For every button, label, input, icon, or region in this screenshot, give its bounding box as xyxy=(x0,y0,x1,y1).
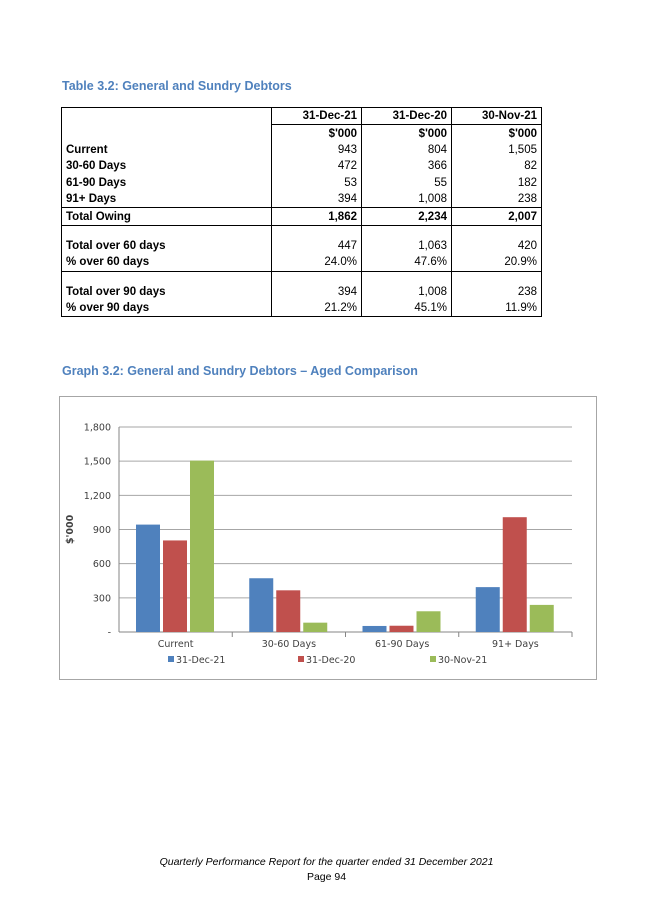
bar-31-Dec-21 xyxy=(363,626,387,632)
row-label: 91+ Days xyxy=(62,191,272,208)
table-cell: 447 xyxy=(272,238,362,254)
table-cell xyxy=(62,125,272,142)
table-cell: 182 xyxy=(452,175,542,191)
table-cell: 943 xyxy=(272,142,362,158)
footer-report-title: Quarterly Performance Report for the quarter ended 31 December 2021 xyxy=(159,856,494,868)
bar-31-Dec-20 xyxy=(163,540,187,632)
table-row xyxy=(62,175,542,191)
legend-label: 31-Dec-20 xyxy=(306,655,356,666)
x-tick-label: 61-90 Days xyxy=(374,639,430,650)
unit-label: $'000 xyxy=(452,125,542,142)
table-cell: 366 xyxy=(362,158,452,174)
row-label: Total over 90 days xyxy=(62,284,272,300)
table-cell: 420 xyxy=(452,238,542,254)
table-row xyxy=(62,238,542,254)
row-label: Total Owing xyxy=(62,208,272,225)
table-cell: 82 xyxy=(452,158,542,174)
row-label: % over 90 days xyxy=(62,300,272,317)
table-cell xyxy=(272,225,362,238)
row-label: Total over 60 days xyxy=(62,238,272,254)
table-cell: 47.6% xyxy=(362,254,452,271)
table-cell: 20.9% xyxy=(452,254,542,271)
row-label: Current xyxy=(62,142,272,158)
table-cell xyxy=(272,271,362,284)
table-cell xyxy=(362,225,452,238)
y-tick-label: 1,800 xyxy=(83,422,111,434)
table-cell: 11.9% xyxy=(452,300,542,317)
y-tick-label: 300 xyxy=(92,593,111,605)
table-row xyxy=(62,254,542,271)
table-cell: 1,505 xyxy=(452,142,542,158)
bar-30-Nov-21 xyxy=(417,611,441,632)
bar-30-Nov-21 xyxy=(303,623,327,632)
table-corner xyxy=(62,108,272,125)
debtors-bar-chart xyxy=(60,397,596,679)
bar-30-Nov-21 xyxy=(530,605,554,632)
legend-label: 30-Nov-21 xyxy=(438,655,488,666)
x-tick-label: Current xyxy=(157,639,194,650)
legend-swatch xyxy=(298,656,304,662)
table-row xyxy=(62,158,542,174)
table-cell: 394 xyxy=(272,284,362,300)
unit-label: $'000 xyxy=(362,125,452,142)
x-tick-label: 91+ Days xyxy=(491,639,539,650)
table-cell: 804 xyxy=(362,142,452,158)
bar-31-Dec-21 xyxy=(476,587,500,632)
bar-31-Dec-20 xyxy=(390,626,414,632)
bar-30-Nov-21 xyxy=(190,461,214,632)
y-tick-label: 1,200 xyxy=(83,490,111,502)
table-cell xyxy=(452,225,542,238)
column-header: 31-Dec-20 xyxy=(362,108,452,125)
column-header: 31-Dec-21 xyxy=(272,108,362,125)
table-cell xyxy=(62,271,272,284)
table-cell: 53 xyxy=(272,175,362,191)
unit-label: $'000 xyxy=(272,125,362,142)
table-cell: 1,008 xyxy=(362,191,452,208)
graph-heading: Graph 3.2: General and Sundry Debtors – Aged Comparison xyxy=(62,364,418,378)
bar-31-Dec-21 xyxy=(136,525,160,632)
bar-31-Dec-21 xyxy=(249,578,273,632)
legend-label: 31-Dec-21 xyxy=(176,655,226,666)
row-label: 30-60 Days xyxy=(62,158,272,174)
table-cell xyxy=(362,271,452,284)
y-tick-label: - xyxy=(107,627,111,639)
table-cell: 1,008 xyxy=(362,284,452,300)
chart-frame xyxy=(59,396,597,680)
column-header: 30-Nov-21 xyxy=(452,108,542,125)
table-cell: 2,234 xyxy=(362,208,452,225)
table-cell: 238 xyxy=(452,191,542,208)
row-label: 61-90 Days xyxy=(62,175,272,191)
table-row xyxy=(62,191,542,208)
table-cell: 472 xyxy=(272,158,362,174)
table-cell: 238 xyxy=(452,284,542,300)
table-cell: 55 xyxy=(362,175,452,191)
table-cell: 24.0% xyxy=(272,254,362,271)
legend-swatch xyxy=(168,656,174,662)
row-label: % over 60 days xyxy=(62,254,272,271)
table-cell: 21.2% xyxy=(272,300,362,317)
footer-page-number: Page 94 xyxy=(306,871,347,883)
x-tick-label: 30-60 Days xyxy=(261,639,317,650)
debtors-table xyxy=(61,107,542,317)
y-tick-label: 600 xyxy=(92,559,111,571)
table-cell: 1,063 xyxy=(362,238,452,254)
bar-31-Dec-20 xyxy=(503,517,527,632)
y-axis-title: $'000 xyxy=(65,514,76,545)
y-tick-label: 1,500 xyxy=(83,456,111,468)
table-cell xyxy=(452,271,542,284)
table-row xyxy=(62,142,542,158)
legend-swatch xyxy=(430,656,436,662)
table-row xyxy=(62,284,542,300)
table-cell: 45.1% xyxy=(362,300,452,317)
table-row xyxy=(62,300,542,317)
total-row xyxy=(62,208,542,225)
bar-31-Dec-20 xyxy=(276,590,300,632)
y-tick-label: 900 xyxy=(92,525,111,536)
table-cell: 394 xyxy=(272,191,362,208)
table-heading: Table 3.2: General and Sundry Debtors xyxy=(62,79,292,93)
table-cell: 2,007 xyxy=(452,208,542,225)
table-cell: 1,862 xyxy=(272,208,362,225)
table-cell xyxy=(62,225,272,238)
